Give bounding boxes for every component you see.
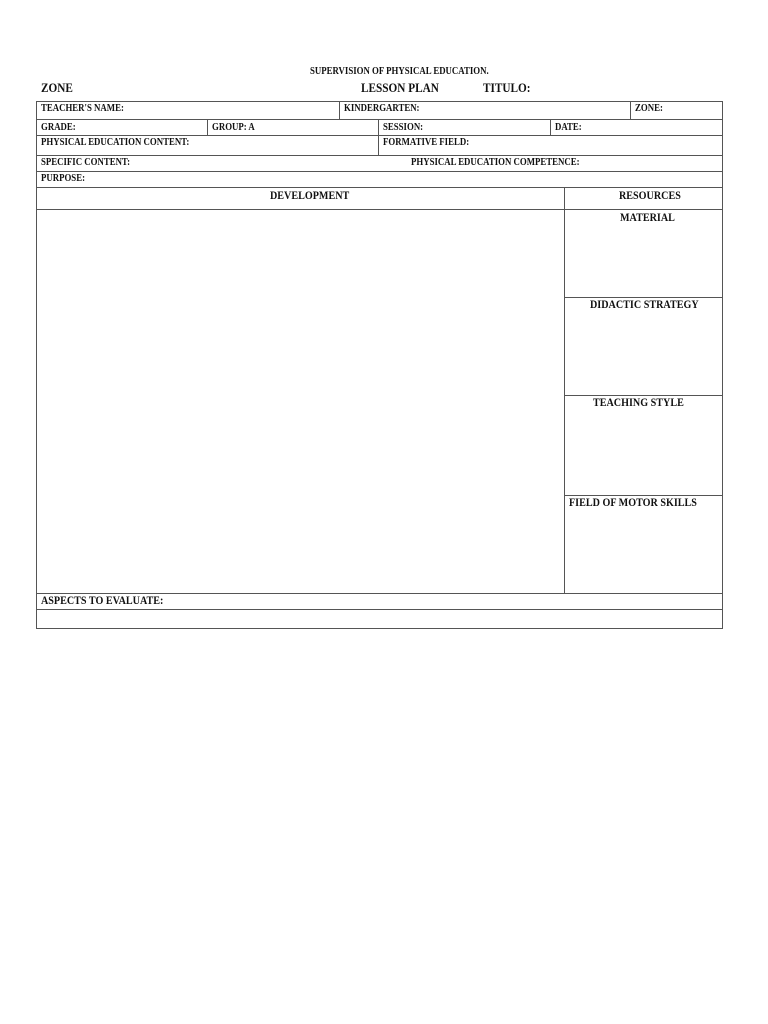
col-divider xyxy=(550,119,551,135)
col-divider xyxy=(378,119,379,155)
didactic-strategy-label: DIDACTIC STRATEGY xyxy=(590,299,699,311)
kindergarten-label: KINDERGARTEN: xyxy=(344,103,420,114)
col-divider xyxy=(564,187,565,593)
lesson-plan-heading: LESSON PLAN xyxy=(361,81,439,95)
row-divider xyxy=(36,119,723,120)
date-label: DATE: xyxy=(555,122,582,133)
resource-divider xyxy=(564,495,723,496)
titulo-heading: TITULO: xyxy=(483,81,531,95)
teaching-style-label: TEACHING STYLE xyxy=(593,397,684,409)
supervision-heading: SUPERVISION OF PHYSICAL EDUCATION. xyxy=(310,66,489,77)
row-divider xyxy=(36,209,723,210)
resource-divider xyxy=(564,297,723,298)
resource-divider xyxy=(564,395,723,396)
zone-label: ZONE: xyxy=(635,103,663,114)
row-divider xyxy=(36,593,723,594)
material-label: MATERIAL xyxy=(620,212,675,224)
teachers-name-label: TEACHER'S NAME: xyxy=(41,103,124,114)
development-heading: DEVELOPMENT xyxy=(270,190,350,202)
row-divider xyxy=(36,155,723,156)
grade-label: GRADE: xyxy=(41,122,76,133)
row-divider xyxy=(36,187,723,188)
col-divider xyxy=(339,101,340,119)
motor-skills-label: FIELD OF MOTOR SKILLS xyxy=(569,497,697,509)
purpose-label: PURPOSE: xyxy=(41,173,85,184)
session-label: SESSION: xyxy=(383,122,424,133)
row-divider xyxy=(36,135,723,136)
col-divider xyxy=(207,119,208,135)
aspects-to-evaluate-label: ASPECTS TO EVALUATE: xyxy=(41,595,164,607)
pe-competence-label: PHYSICAL EDUCATION COMPETENCE: xyxy=(411,157,580,168)
pe-content-label: PHYSICAL EDUCATION CONTENT: xyxy=(41,137,190,148)
col-divider xyxy=(630,101,631,119)
lesson-plan-form xyxy=(36,101,723,629)
formative-field-label: FORMATIVE FIELD: xyxy=(383,137,470,148)
row-divider xyxy=(36,171,723,172)
specific-content-label: SPECIFIC CONTENT: xyxy=(41,157,131,168)
row-divider xyxy=(36,609,723,610)
zone-heading: ZONE xyxy=(41,81,73,95)
resources-heading: RESOURCES xyxy=(619,190,681,202)
group-label: GROUP: A xyxy=(212,122,255,133)
